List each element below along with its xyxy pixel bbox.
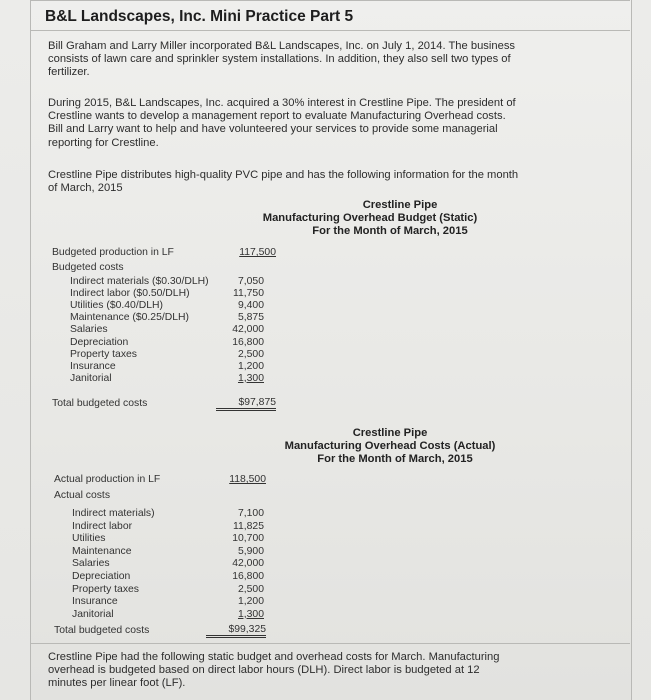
budget-item-label: Depreciation — [70, 336, 129, 348]
actual-costs-label: Actual costs — [54, 490, 111, 501]
budget-item-value: 9,400 — [237, 300, 264, 312]
budget-item-label: Indirect labor ($0.50/DLH) — [70, 288, 190, 300]
actual-production-label: Actual production in LF — [54, 474, 161, 485]
actual-heading: Crestline Pipe Manufacturing Overhead Costs (Actual) For the Month of March, 2015 — [284, 427, 496, 465]
budget-item-value: 5,875 — [237, 312, 264, 324]
crestline-paragraph: Crestline Pipe distributes high-quality PVC pipe and has the following information for the month of March, 2015 — [48, 169, 519, 195]
budget-item-value: 1,300 — [237, 372, 264, 384]
title-divider — [30, 30, 630, 31]
budget-item-value: 2,500 — [237, 348, 264, 360]
actual-item-label: Indirect materials) — [72, 508, 155, 519]
actual-item-value: 16,800 — [232, 571, 264, 582]
actual-item-value: 2,500 — [237, 583, 264, 595]
top-border — [30, 0, 630, 1]
actual-item-label: Maintenance — [72, 545, 132, 557]
budget-total-value: $97,875 — [216, 397, 276, 411]
budget-item-value: 11,750 — [232, 288, 264, 300]
page-title: B&L Landscapes, Inc. Mini Practice Part 5 — [45, 8, 354, 25]
actual-item-value: 11,825 — [232, 520, 264, 532]
budget-item-label: Salaries — [70, 324, 108, 336]
actual-production-value: 118,500 — [229, 474, 266, 485]
budget-item-value: 16,800 — [232, 336, 264, 348]
actual-item-label: Indirect labor — [72, 520, 133, 532]
budget-production-value: 117,500 — [239, 247, 276, 258]
budget-costs-label: Budgeted costs — [52, 262, 124, 273]
actual-item-label: Property taxes — [72, 583, 139, 595]
budget-production-label: Budgeted production in LF — [52, 247, 174, 258]
actual-item-label: Salaries — [72, 558, 110, 570]
budget-item-value: 7,050 — [237, 276, 264, 287]
overhead-paragraph: Crestline Pipe had the following static budget and overhead costs for March. Manufacturing overhead is budgeted based on direct labor hours (DLH). Direct labor is budgeted at 12 minutes per linear foot (LF). — [48, 651, 500, 690]
budget-item-value: 1,200 — [237, 360, 264, 372]
intro-paragraph: Bill Graham and Larry Miller incorporated B&L Landscapes, Inc. on July 1, 2014. The business consists of lawn care and sprinkler system installations. In addition, they also sell two types of fertilizer. — [48, 40, 516, 79]
actual-item-value: 5,900 — [237, 545, 264, 557]
actual-item-value: 7,100 — [237, 508, 264, 519]
budget-item-label: Utilities ($0.40/DLH) — [70, 300, 163, 312]
budget-item-value: 42,000 — [232, 324, 264, 336]
acquisition-paragraph: During 2015, B&L Landscapes, Inc. acquired a 30% interest in Crestline Pipe. The president of Crestline wants to develop a management report to evaluate Manufacturing Overhead costs. Bill and Larry want to help and have volunteered your services to provide some managerial reporting for Crestline. — [48, 97, 516, 149]
actual-item-label: Janitorial — [72, 608, 114, 620]
budget-heading: Crestline Pipe Manufacturing Overhead Budget (Static) For the Month of March, 2015 — [262, 199, 478, 237]
actual-total-label: Total budgeted costs — [54, 625, 150, 636]
actual-item-label: Depreciation — [72, 571, 131, 582]
budget-item-label: Janitorial — [70, 372, 112, 384]
actual-total-value: $99,325 — [206, 624, 266, 638]
section-divider — [30, 643, 630, 644]
actual-item-label: Utilities — [72, 533, 106, 545]
budget-item-label: Insurance — [70, 360, 116, 372]
actual-item-value: 1,200 — [237, 596, 264, 608]
budget-item-label: Maintenance ($0.25/DLH) — [70, 312, 189, 324]
actual-item-value: 10,700 — [232, 533, 264, 545]
actual-item-value: 42,000 — [232, 558, 264, 570]
budget-item-label: Property taxes — [70, 348, 137, 360]
budget-item-label: Indirect materials ($0.30/DLH) — [70, 276, 209, 287]
actual-item-value: 1,300 — [237, 608, 264, 620]
actual-item-label: Insurance — [72, 596, 118, 608]
budget-total-label: Total budgeted costs — [52, 398, 148, 409]
